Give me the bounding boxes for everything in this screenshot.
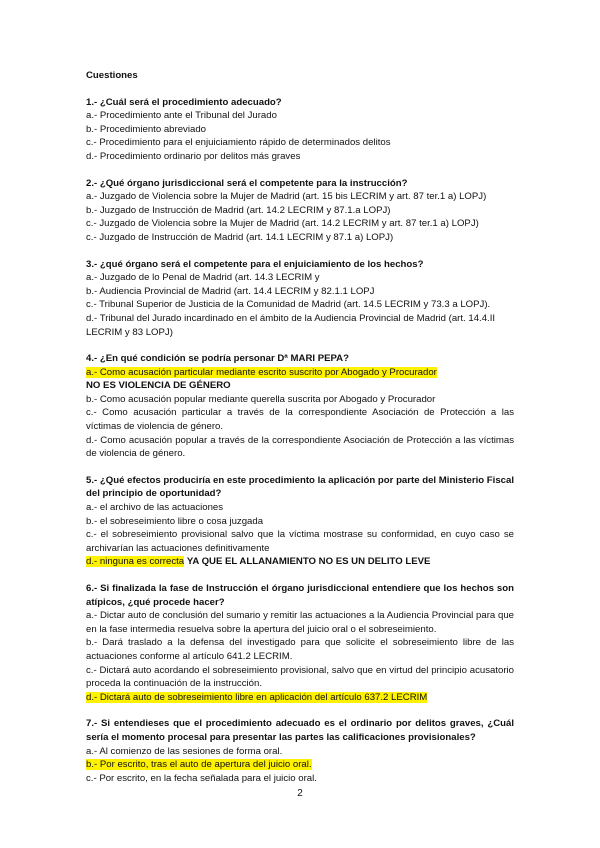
option: b.- Audiencia Provincial de Madrid (art. 14.4 LECRIM y 82.1.1 LOPJ [86, 285, 375, 297]
option: b.- Dará traslado a la defensa del investigado para que solicite el sobreseimiento libre de las actuaciones conforme al artículo 641.2 LECRIM. [86, 637, 514, 662]
option: b.- el sobreseimiento libre o cosa juzgada [86, 515, 264, 527]
question-title: 5.- ¿Qué efectos produciría en este procedimiento la aplicación por parte del Ministerio Fiscal del principio de oportunidad? [86, 474, 514, 500]
option: c.- Juzgado de Instrucción de Madrid (art. 14.1 LECRIM y 87.1 a) LOPJ) [86, 231, 394, 243]
question-title: 6.- Si finalizada la fase de Instrucción el órgano jurisdiccional entendiere que los hechos son atípicos, ¿qué procede hacer? [86, 583, 514, 608]
highlighted-answer: d.- ninguna es correcta [86, 556, 185, 568]
option: d.- Procedimiento ordinario por delitos más graves [86, 150, 301, 162]
question-5 [86, 474, 514, 569]
answer-note: NO ES VIOLENCIA DE GÉNERO [86, 380, 231, 392]
option: b.- Procedimiento abreviado [86, 123, 206, 135]
option: c.- Procedimiento para el enjuiciamiento rápido de determinados delitos [86, 137, 391, 149]
option: d.- Como acusación popular a través de la correspondiente Asociación de Protección a las víctimas de violencia de género. [86, 434, 514, 460]
option: c.- Juzgado de Violencia sobre la Mujer de Madrid (art. 14.2 LECRIM y art. 87 ter.1 a) LOPJ) [86, 218, 479, 230]
highlighted-answer: b.- Por escrito, tras el auto de apertura del juicio oral. [86, 759, 312, 771]
question-1 [86, 96, 514, 164]
option: a.- Procedimiento ante el Tribunal del Jurado [86, 110, 277, 122]
highlighted-answer: a.- Como acusación particular mediante escrito suscrito por Abogado y Procurador [86, 366, 437, 378]
question-title: 7.- Si entendieses que el procedimiento adecuado es el ordinario por delitos graves, ¿Cuál sería el momento procesal para presentar las partes las calificaciones provisionales? [86, 718, 514, 743]
page-content [86, 69, 514, 798]
option: a.- el archivo de las actuaciones [86, 502, 224, 514]
option: c.- Dictará auto acordando el sobreseimiento provisional, salvo que en virtud del principio acusatorio proceda la continuación de la instrucción. [86, 664, 514, 690]
page-heading: Cuestiones [86, 70, 138, 81]
option: a.- Al comienzo de las sesiones de forma oral. [86, 745, 283, 757]
option: c.- Por escrito, en la fecha señalada para el juicio oral. [86, 772, 317, 784]
question-4 [86, 352, 514, 461]
option: d.- Tribunal del Jurado incardinado en el ámbito de la Audiencia Provincial de Madrid (art. 14.4.II LECRIM y 83 LOPJ) [86, 312, 496, 338]
option: a.- Dictar auto de conclusión del sumario y remitir las actuaciones a la Audiencia Provincial para que en la fase intermedia resuelva sobre la apertura del juicio oral o el sobreseimiento. [86, 610, 514, 635]
option: b.- Juzgado de Instrucción de Madrid (art. 14.2 LECRIM y 87.1.a LOPJ) [86, 204, 391, 216]
question-title: 2.- ¿Qué órgano jurisdiccional será el competente para la instrucción? [86, 177, 408, 189]
question-6 [86, 582, 514, 704]
option: c.- Como acusación particular a través de la correspondiente Asociación de Protección a las víctimas de violencia de género. [86, 407, 514, 433]
option: a.- Juzgado de Violencia sobre la Mujer de Madrid (art. 15 bis LECRIM y art. 87 ter.1 a) LOPJ) [86, 191, 487, 203]
option: a.- Juzgado de lo Penal de Madrid (art. 14.3 LECRIM y [86, 272, 320, 284]
page-number: 2 [297, 788, 303, 799]
option: c.- Tribunal Superior de Justicia de la Comunidad de Madrid (art. 14.5 LECRIM y 73.3 a LOPJ). [86, 299, 491, 311]
question-title: 3.- ¿qué órgano será el competente para el enjuiciamiento de los hechos? [86, 258, 424, 270]
question-title: 4.- ¿En qué condición se podría personar Dª MARI PEPA? [86, 353, 349, 365]
option: b.- Como acusación popular mediante querella suscrita por Abogado y Procurador [86, 393, 436, 405]
question-3 [86, 258, 514, 340]
question-title: 1.- ¿Cuál será el procedimiento adecuado? [86, 96, 282, 108]
answer-note: YA QUE EL ALLANAMIENTO NO ES UN DELITO LEVE [186, 556, 431, 568]
question-7 [86, 717, 514, 785]
question-2 [86, 177, 514, 245]
option: c.- el sobreseimiento provisional salvo que la víctima mostrase su conformidad, en cuyo caso se archivarían las actuaciones definitivamente [86, 529, 514, 554]
highlighted-answer: d.- Dictará auto de sobreseimiento libre en aplicación del artículo 637.2 LECRIM [86, 691, 428, 703]
